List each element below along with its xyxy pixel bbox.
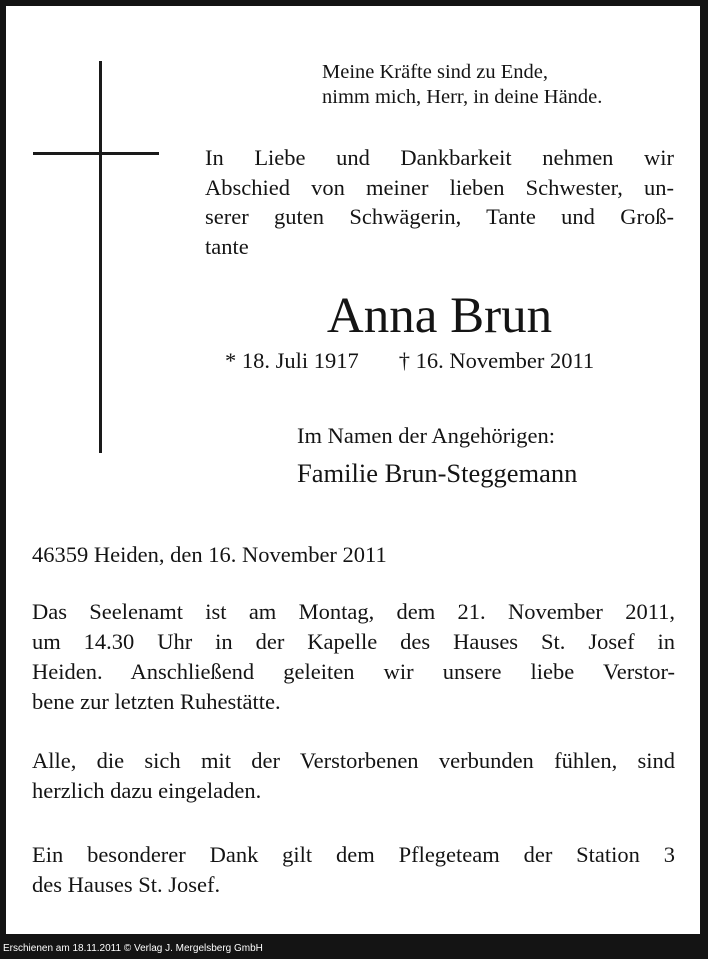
- paragraph-line: um 14.30 Uhr in der Kapelle des Hauses St. Josef in: [32, 629, 675, 654]
- service-paragraph: [32, 597, 675, 717]
- death-date: † 16. November 2011: [398, 348, 595, 373]
- signature-family: Familie Brun-Steggemann: [297, 458, 578, 488]
- paragraph-line: Alle, die sich mit der Verstorbenen verbunden fühlen, sind: [32, 748, 675, 773]
- life-dates: [225, 346, 594, 376]
- place-date: 46359 Heiden, den 16. November 2011: [32, 542, 387, 567]
- intro-line: serer guten Schwägerin, Tante und Groß-: [205, 204, 674, 229]
- obituary-notice: [6, 6, 700, 934]
- intro-line: Abschied von meiner lieben Schwester, un-: [205, 174, 674, 200]
- intro-line: In Liebe und Dankbarkeit nehmen wir: [205, 145, 674, 170]
- signature-label: Im Namen der Angehörigen:: [297, 423, 556, 448]
- paragraph-line: Heiden. Anschließend geleiten wir unsere liebe Verstor-: [32, 659, 675, 684]
- deceased-name: Anna Brun: [326, 288, 553, 344]
- intro-line: tante: [205, 233, 249, 259]
- paragraph-line: herzlich dazu eingeladen.: [32, 778, 262, 803]
- cross-vertical-bar: [99, 61, 102, 453]
- paragraph-line: bene zur letzten Ruhestätte.: [32, 689, 281, 714]
- cross-horizontal-bar: [33, 152, 159, 155]
- paragraph-line: des Hauses St. Josef.: [32, 872, 221, 897]
- publication-footer: Erschienen am 18.11.2011 © Verlag J. Mergelsberg GmbH: [3, 943, 263, 954]
- paragraph-line: Das Seelenamt ist am Montag, dem 21. November 2011,: [32, 599, 675, 624]
- motto-verse: Meine Kräfte sind zu Ende, nimm mich, Herr, in deine Hände.: [322, 61, 603, 108]
- invitation-paragraph: [32, 746, 675, 806]
- birth-date: * 18. Juli 1917: [225, 348, 359, 373]
- thanks-paragraph: [32, 840, 675, 900]
- intro-text: [205, 143, 674, 261]
- paragraph-line: Ein besonderer Dank gilt dem Pflegeteam der Station 3: [32, 842, 675, 867]
